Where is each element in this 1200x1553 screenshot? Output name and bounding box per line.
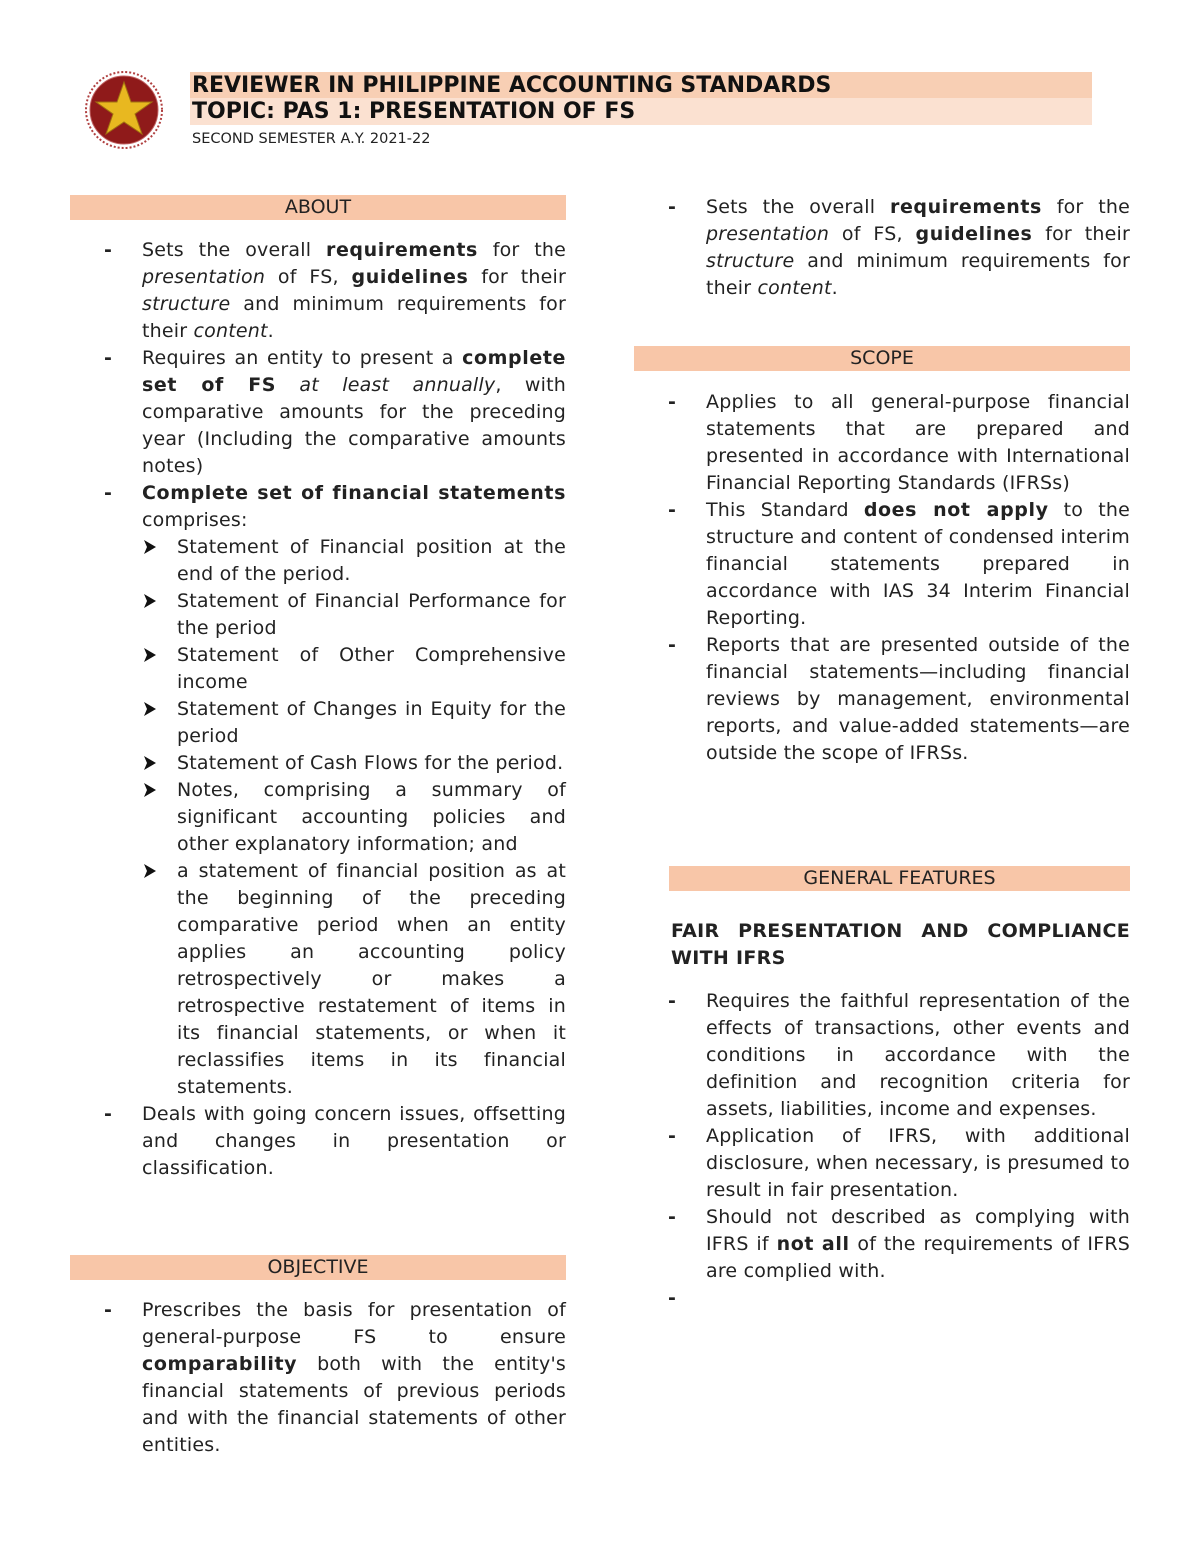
components-sublist [106,534,566,1101]
gf-item-should-not: - Should not described as complying with IFRS if not all of the requirements of IFRS are complied with. [670,1204,1130,1285]
arrow-bullet-icon [142,755,158,771]
arrow-bullet-icon [142,593,158,609]
general-features-list [670,988,1130,1312]
section-heading-scope: SCOPE [634,346,1130,371]
arrow-bullet-icon [142,863,158,879]
subheading-fair-presentation: FAIR PRESENTATION AND COMPLIANCE WITH IFRS [671,920,1130,969]
university-seal-icon [84,68,164,152]
about-list [106,237,566,1182]
about-item-complete-set: - Requires an entity to present a complete set of FS at least annually, with comparative amounts for the preceding year (Including the comparative amounts notes) [106,345,566,480]
gf-item-application: - Application of IFRS, with additional disclosure, when necessary, is presumed to result in fair presentation. [670,1123,1130,1204]
about-item-components: - Complete set of financial statements comprises: Statement of Financial position at the end of the period. Statement of Financial Performance for the period Statement of Other Comprehensive income Statement of Changes in Equity for the period Statement of Cash Flows for the period. Notes, comprising a summary of significant accounting policies and other explanatory information; and a statement of financial position as at the beginning of the preceding comparative period when an entity applies an accounting policy retrospectively or makes a retrospective restatement of items in its financial statements, or when it reclassifies items in its financial statements. [106,480,566,1101]
arrow-bullet-icon [142,647,158,663]
list-item: Statement of Financial position at the end of the period. [142,534,566,588]
list-item: Statement of Cash Flows for the period. [142,750,566,777]
list-item: Statement of Financial Performance for the period [142,588,566,642]
arrow-bullet-icon [142,701,158,717]
section-heading-about: ABOUT [70,195,566,220]
gf-item-empty [670,1285,1130,1312]
section-heading-general-features: GENERAL FEATURES [669,866,1130,891]
list-item: a statement of financial position as at the beginning of the preceding comparative period when an entity applies an accounting policy retrospectively or makes a retrospective restatement of items in its financial statements, or when it reclassifies items in its financial statements. [142,858,566,1101]
document-title: REVIEWER IN PHILIPPINE ACCOUNTING STANDARDS [190,72,1092,99]
document-semester: SECOND SEMESTER A.Y. 2021-22 [192,131,431,147]
arrow-bullet-icon [142,539,158,555]
scope-item-not-apply: - This Standard does not apply to the structure and content of condensed interim financial statements prepared in accordance with IAS 34 Interim Financial Reporting. [670,497,1130,632]
about-item-requirements: - Sets the overall requirements for the presentation of FS, guidelines for their structure and minimum requirements for their content. [106,237,566,345]
gf-item-faithful: - Requires the faithful representation of the effects of transactions, other events and conditions in accordance with the definition and recognition criteria for assets, liabilities, income and expenses. [670,988,1130,1123]
list-item: Notes, comprising a summary of significant accounting policies and other explanatory information; and [142,777,566,858]
section-heading-objective: OBJECTIVE [70,1255,566,1280]
right-top-list [670,194,1130,302]
scope-list [670,389,1130,767]
right-item-requirements: - Sets the overall requirements for the presentation of FS, guidelines for their structure and minimum requirements for their content. [670,194,1130,302]
objective-item-basis: - Prescribes the basis for presentation of general-purpose FS to ensure comparability both with the entity's financial statements of previous periods and with the financial statements of other entities. [106,1297,566,1459]
document-topic: TOPIC: PAS 1: PRESENTATION OF FS [190,98,1092,125]
list-item: Statement of Other Comprehensive income [142,642,566,696]
list-item: Statement of Changes in Equity for the period [142,696,566,750]
scope-item-applies: - Applies to all general-purpose financial statements that are prepared and presented in accordance with International Financial Reporting Standards (IFRSs) [670,389,1130,497]
scope-item-reports: - Reports that are presented outside of the financial statements—including financial reviews by management, environmental reports, and value-added statements—are outside the scope of IFRSs. [670,632,1130,767]
objective-list [106,1297,566,1459]
about-item-going-concern: - Deals with going concern issues, offsetting and changes in presentation or classification. [106,1101,566,1182]
arrow-bullet-icon [142,782,158,798]
